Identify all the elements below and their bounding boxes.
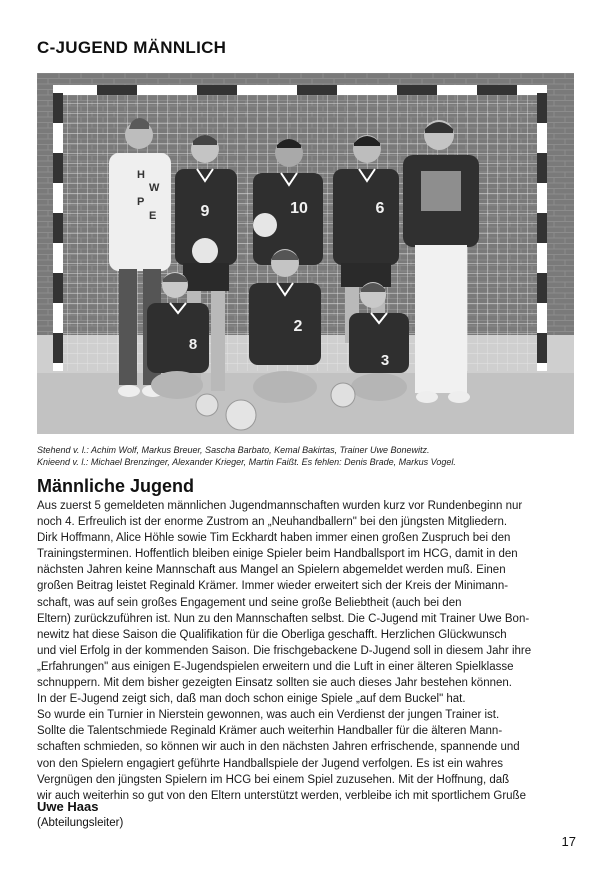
body-line: Dirk Hoffmann, Alice Höhle sowie Tim Eckhardt haben immer einen großen Zuspruch bei den	[37, 532, 511, 545]
body-line: schaften schmieden, so können wir auch in den nächsten Jahren erfrischende, spannende und	[37, 741, 520, 754]
jersey-number: 9	[200, 203, 210, 220]
body-line: schnuppern. Mit dem bisher gezeigten Einsatz sollten sie auch dieses Jahr bestehen können.	[37, 677, 512, 690]
jersey-number: 8	[188, 336, 198, 353]
shirt-letter: P	[137, 196, 145, 208]
body-line: wir auch weiterhin so gut von den Eltern unterstützt werden, verbleibe ich mit sportlichem Gruße	[37, 789, 526, 802]
page-number: 17	[561, 834, 576, 849]
author-role: (Abteilungsleiter)	[37, 817, 124, 829]
jersey-number: 6	[375, 200, 385, 217]
body-line: „Erfahrungen" aus einigen E-Jugendspielen erweitern und die Luft in einer älteren Spielklasse	[37, 660, 514, 673]
caption-standing: Stehend v. l.: Achim Wolf, Markus Breuer, Sascha Barbato, Kemal Bakirtas, Trainer Uwe Bonewitz.	[37, 445, 430, 455]
section-heading: Männliche Jugend	[37, 476, 195, 496]
jersey-number: 10	[290, 200, 308, 217]
body-line: Aus zuerst 5 gemeldeten männlichen Jugendmannschaften wurden kurz vor Rundenbeginn nur	[37, 500, 523, 512]
body-line: Trainingsterminen. Hoffentlich bleiben einige Spieler beim Handballsport im HCG, damit in den	[37, 548, 518, 561]
handball	[196, 394, 218, 416]
body-line: In der E-Jugend zeigt sich, daß man doch schon einige Spiele „auf dem Buckel" hat.	[37, 693, 466, 706]
page-title: C-JUGEND MÄNNLICH	[37, 38, 227, 57]
body-line: Sollte die Talentschmiede Reginald Krämer auch weiterhin Handballer für die älteren Mann-	[37, 725, 503, 738]
body-line: So wurde ein Turnier in Nierstein gewonnen, was auch ein Verdienst der jungen Trainer ist.	[37, 709, 500, 722]
body-line: von den Spielern engagiert geführte Handballspiele der Jugend verfolgen. Es ist ein wahres	[37, 757, 504, 770]
body-line: nächsten Jahren keine Mannschaft aus Mangel an Spielern abgemeldet werden muß. Einen	[37, 564, 506, 577]
photo-caption	[37, 444, 577, 468]
caption-kneeling: Knieend v. l.: Michael Brenzinger, Alexander Krieger, Martin Faißt. Es fehlen: Denis Brade, Markus Vogel.	[37, 457, 456, 467]
body-line: und viel Erfolg in der kommenden Saison. Die frischgebackene D-Jugend soll in diesem Jahr ihre	[37, 644, 532, 657]
team-photo	[37, 73, 574, 434]
body-line: newitz hat diese Saison die Qualifikation für die Oberliga geschafft. Herzlichen Glückwunsch	[37, 628, 507, 641]
body-line: Vergnügen den jüngsten Spielern im HCG bei einem Spiel zuzusehen. Mit der Hoffnung, daß	[37, 773, 510, 786]
body-line: großen Beitrag leistet Reginald Krämer. Immer wieder erweitert sich der Kreis der Minimann-	[37, 580, 509, 593]
shirt-letter: E	[149, 210, 157, 222]
article-body	[37, 498, 575, 804]
shirt-letter: H	[137, 169, 145, 181]
jersey-number: 2	[293, 318, 303, 335]
author-name: Uwe Haas	[37, 799, 99, 814]
body-line: noch 4. Erfreulich ist der enorme Zustrom an „Neuhandballern" bei den jüngsten Mitgliedern.	[37, 516, 508, 529]
body-line: Eltern) zurückzuführen ist. Nun zu den Mannschaften selbst. Die C-Jugend mit Trainer Uwe Bon-	[37, 612, 530, 625]
team-photo-illustration	[37, 73, 574, 434]
jersey-number: 3	[380, 352, 390, 369]
handball	[331, 383, 355, 407]
body-line: schaft, was auf sein großes Engagement und seine große Beliebtheit (auch bei den	[37, 596, 462, 609]
shirt-letter: W	[149, 182, 160, 194]
